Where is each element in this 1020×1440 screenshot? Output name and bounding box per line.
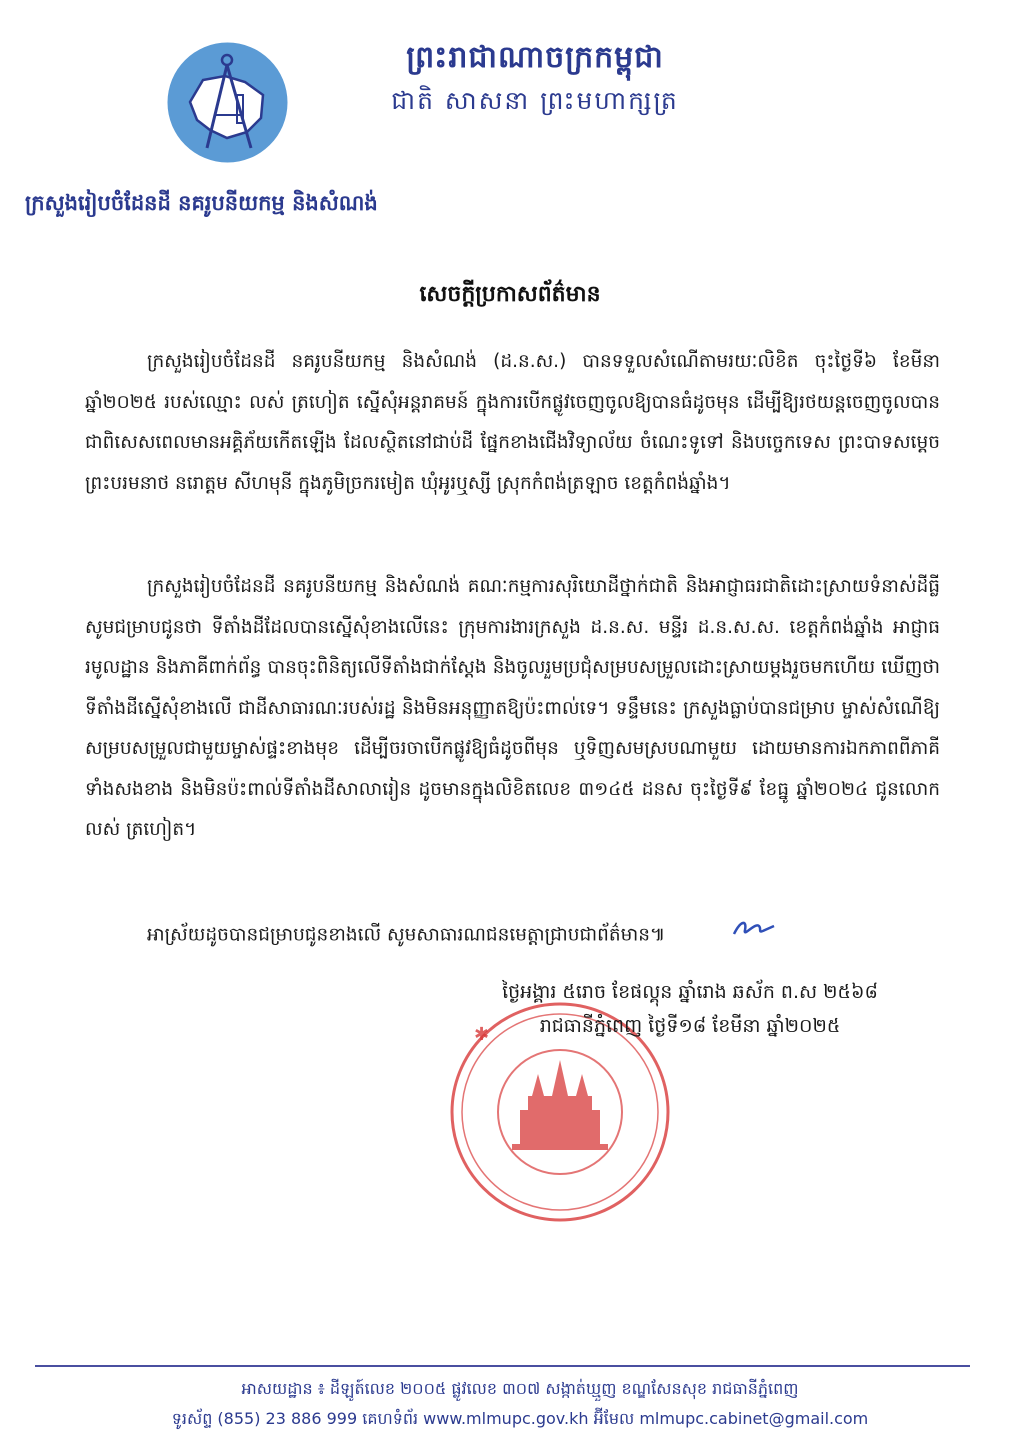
paragraph-3 xyxy=(85,915,940,956)
footer-divider xyxy=(35,1365,970,1367)
svg-text:✱: ✱ xyxy=(474,1024,490,1045)
footer-address: អាសយដ្ឋាន ៖ ដីឡូត៍លេខ ២០០៥ ផ្លូវលេខ ៣០៧ សង្កាត់ឃ្មួញ ខណ្ឌសែនសុខ រាជធានីភ្នំពេញ xyxy=(241,1379,799,1398)
paragraph-1: ក្រសួងរៀបចំដែនដី នគរូបនីយកម្ម និងសំណង់ (ដ.ន.ស.) បានទទួលសំណើតាមរយៈលិខិត ចុះថ្ងៃទី៦ ខែមីនា ឆ្នាំ២០២៥ របស់ឈ្មោះ លស់ ត្រហៀត ស្នើសុំអន្តរាគមន៍ ក្នុងការបើកផ្លូវចេញចូលឱ្យបានធំដូចមុន ដើម្បីឱ្យរថយន្តចេញចូលបាន ជាពិសេសពេលមានអគ្គិភ័យកើតឡើង ដែលស្ថិតនៅជាប់ដី ផ្នែកខាងជើងវិទ្យាល័យ ចំណេះទូទៅ និងបច្ចេកទេស ព្រះបាទសម្តេចព្រះបរមនាថ នរោត្តម សីហមុនី ក្នុងភូមិច្រករមៀត ឃុំអូរឬស្សី ស្រុកកំពង់ត្រឡាច ខេត្តកំពង់ឆ្នាំង។ xyxy=(85,351,940,494)
lunar-date: ថ្ងៃអង្គារ ៥រោច ខែផល្គុន ឆ្នាំរោង ឆស័ក ព.ស ២៥៦៨ xyxy=(502,981,878,1003)
ministry-name: ក្រសួងរៀបចំដែនដី នគរូបនីយកម្ម និងសំណង់ xyxy=(25,191,378,215)
place-and-date: រាជធានីភ្នំពេញ ថ្ងៃទី១៨ ខែមីនា ឆ្នាំ២០២៥ xyxy=(539,1015,841,1037)
kingdom-heading: ព្រះរាជាណាចក្រកម្ពុជា xyxy=(406,40,664,75)
signature-icon xyxy=(669,915,777,956)
document-title: សេចក្តីប្រកាសព័ត៌មាន xyxy=(419,282,601,307)
national-motto: ជាតិ សាសនា ព្រះមហាក្សត្រ xyxy=(391,86,679,115)
ministry-logo-icon xyxy=(165,40,290,165)
paragraph-2: ក្រសួងរៀបចំដែនដី នគរូបនីយកម្ម និងសំណង់ គណៈកម្មការសុរិយោដីថ្នាក់ជាតិ និងអាជ្ញាធរជាតិដោះស្រាយទំនាស់ដីធ្លី សូមជម្រាបជូនថា ទីតាំងដីដែលបានស្នើសុំខាងលើនេះ ក្រុមការងារក្រសួង ដ.ន.ស. មន្ទីរ ដ.ន.ស.ស. ខេត្តកំពង់ឆ្នាំង អាជ្ញាធរមូលដ្ឋាន និងភាគីពាក់ព័ន្ធ បានចុះពិនិត្យលើទីតាំងជាក់ស្តែង និងចូលរួមប្រជុំសម្របសម្រួលដោះស្រាយម្តងរួចមកហើយ ឃើញថា ទីតាំងដីស្នើសុំខាងលើ ជាដីសាធារណៈរបស់រដ្ឋ និងមិនអនុញ្ញាតឱ្យប៉ះពាល់ទេ។ ទន្ទឹមនេះ ក្រសួងធ្លាប់បានជម្រាប ម្ចាស់សំណើឱ្យសម្របសម្រួលជាមួយម្ចាស់ផ្ទះខាងមុខ ដើម្បីចរចាបើកផ្លូវឱ្យធំដូចពីមុន ឬទិញសមស្របណាមួយ ដោយមានការឯកភាពពីភាគីទាំងសងខាង និងមិនប៉ះពាល់ទីតាំងដីសាលារៀន ដូចមានក្នុងលិខិតលេខ ៣១៤៥ ដនស ចុះថ្ងៃទី៩ ខែធ្នូ ឆ្នាំ២០២៤ ជូនលោក លស់ ត្រហៀត។ xyxy=(85,576,940,840)
footer-contacts: ទូរស័ព្ទ (855) 23 886 999 គេហទំព័រ www.mlmupc.gov.kh អ៊ីមែល mlmupc.cabinet@gmail.com xyxy=(171,1409,869,1428)
paragraph-3-text: អាស្រ័យដូចបានជម្រាបជូនខាងលើ សូមសាធារណជនមេត្តាជ្រាបជាព័ត៌មាន៕ xyxy=(147,924,666,946)
